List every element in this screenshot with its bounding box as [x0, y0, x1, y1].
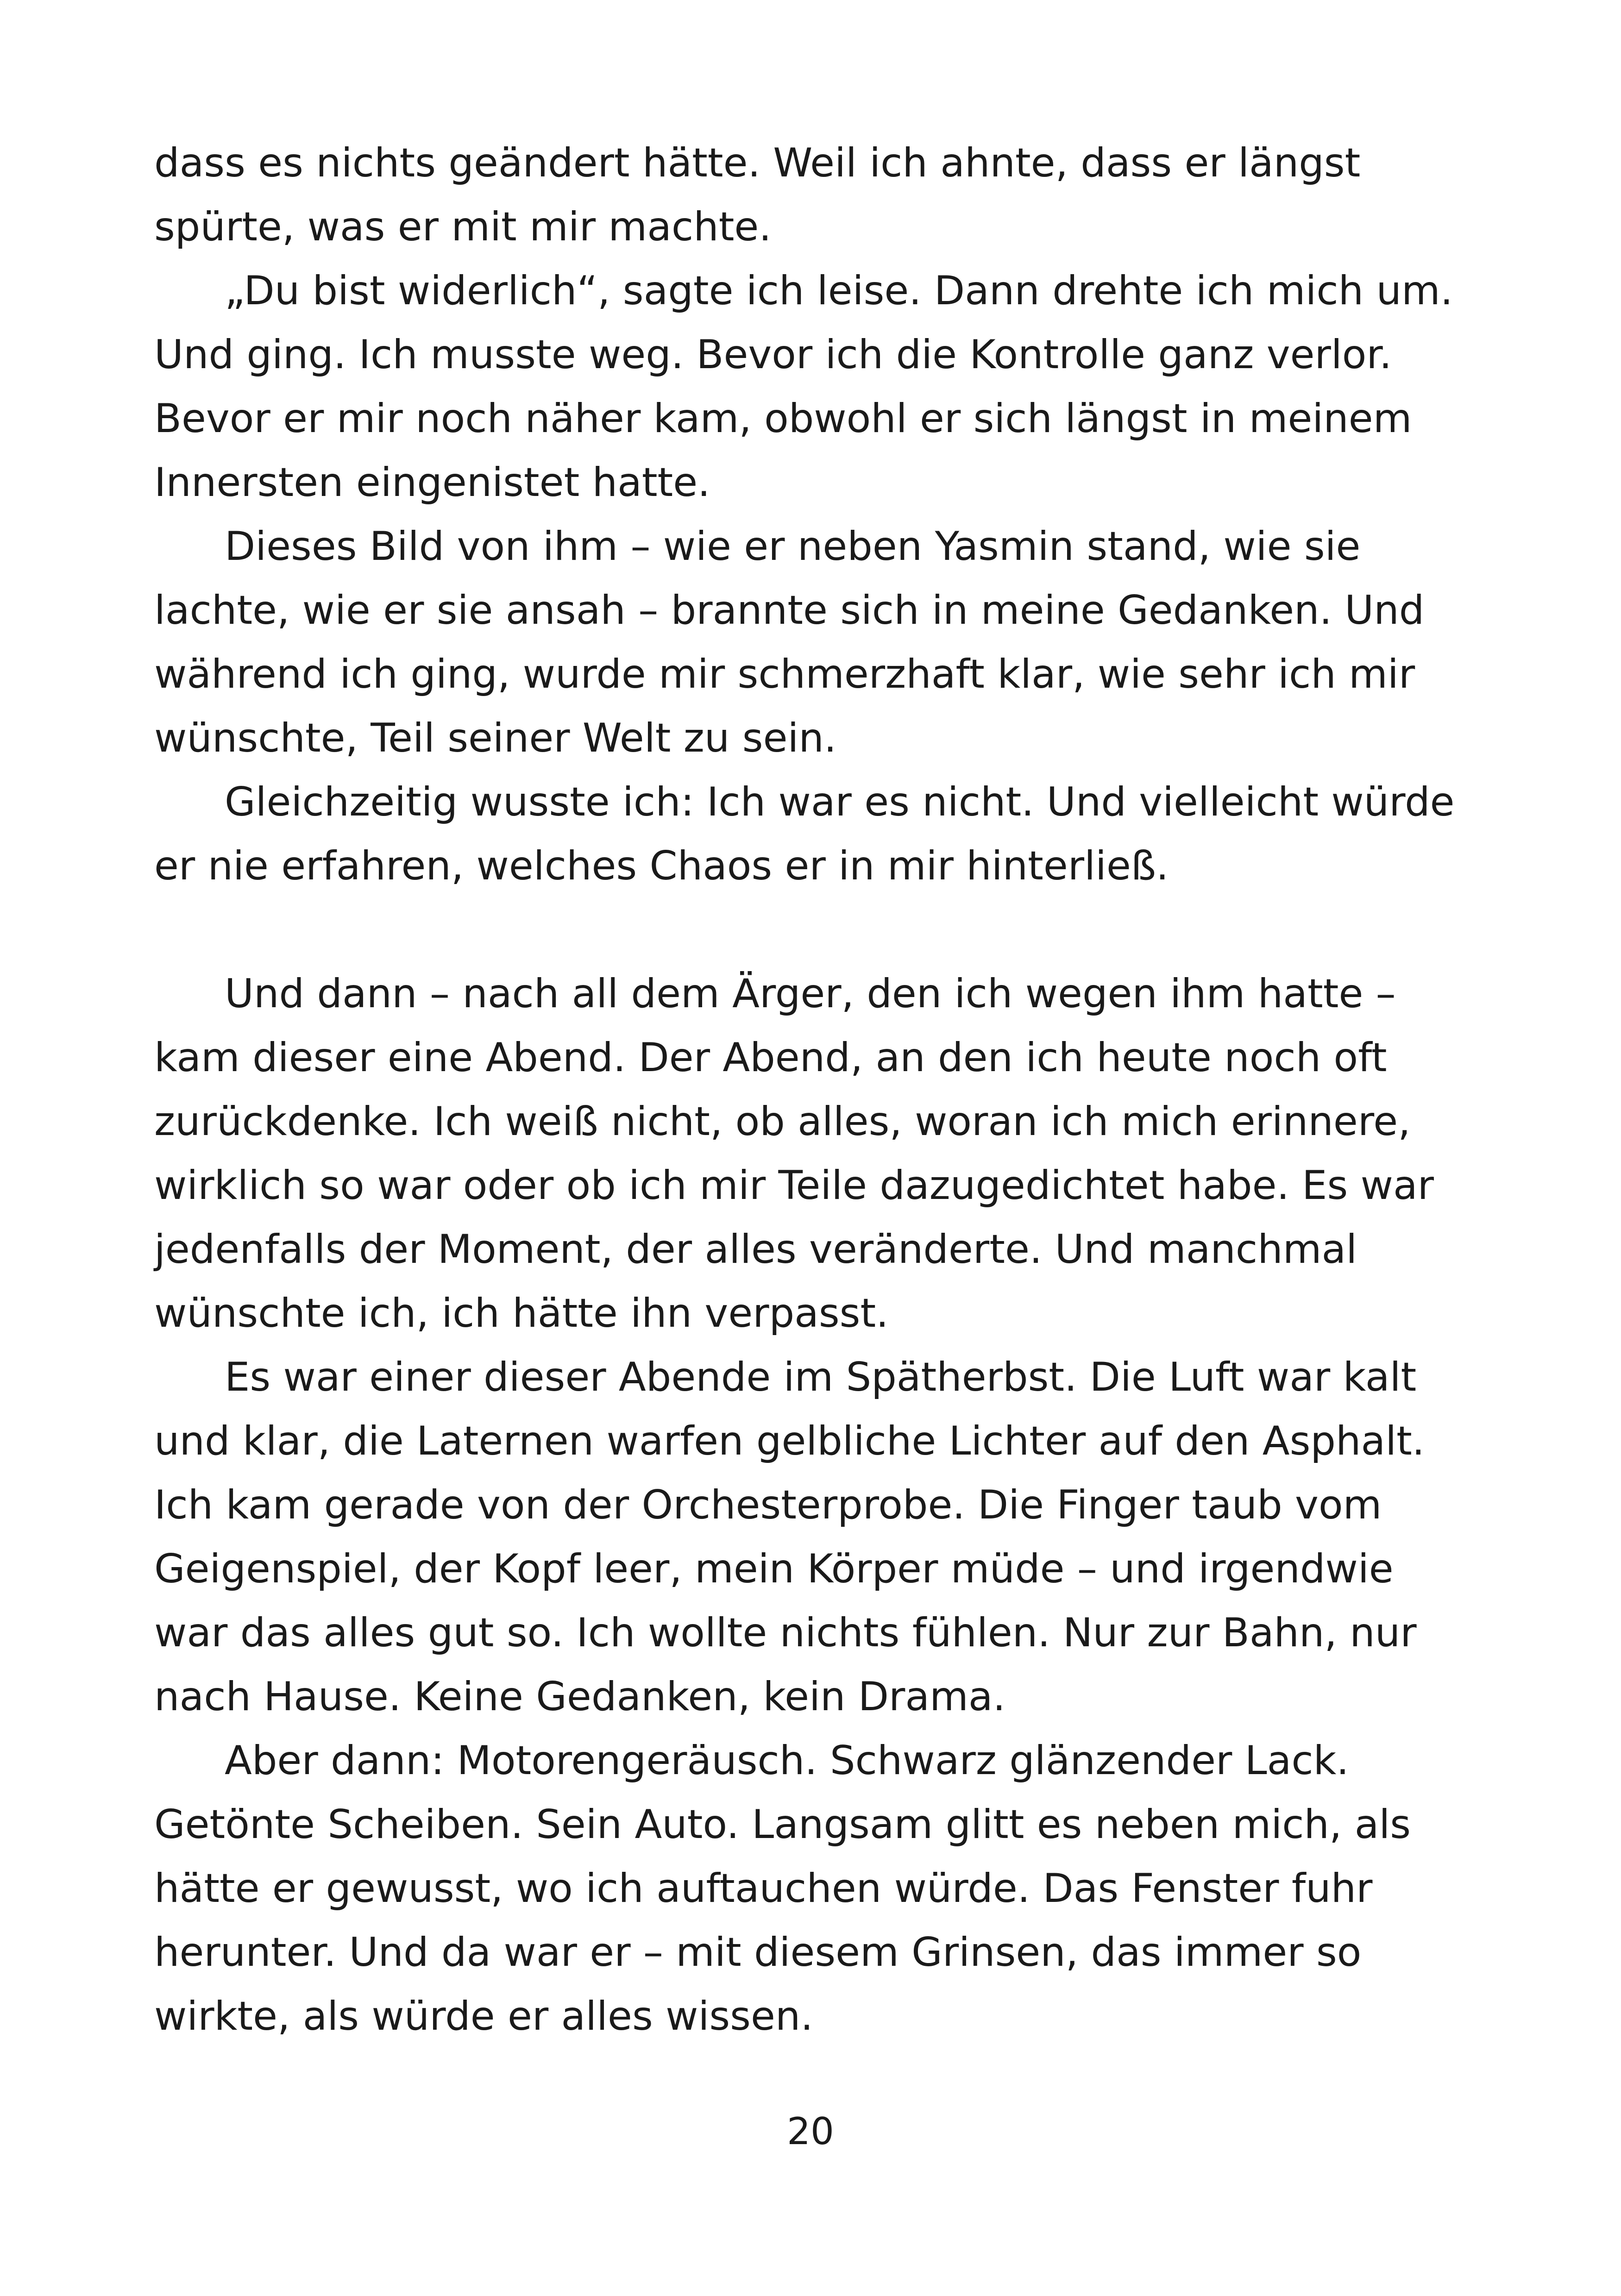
text-line: Es war einer dieser Abende im Spätherbst. Die Luft war kalt [225, 1354, 1417, 1400]
text-line: „Du bist widerlich“, sagte ich leise. Dann drehte ich mich um. [225, 268, 1453, 314]
text-line: nach Hause. Keine Gedanken, kein Drama. [154, 1674, 1005, 1720]
text-line: wünschte, Teil seiner Welt zu sein. [154, 715, 837, 761]
text-line: Aber dann: Motorengeräusch. Schwarz glänzender Lack. [225, 1738, 1349, 1784]
text-line: Und ging. Ich musste weg. Bevor ich die Kontrolle ganz verlor. [154, 332, 1392, 378]
text-line: Getönte Scheiben. Sein Auto. Langsam glitt es neben mich, als [154, 1801, 1411, 1848]
text-line: hätte er gewusst, wo ich auftauchen würde. Das Fenster fuhr [154, 1865, 1373, 1912]
text-line: war das alles gut so. Ich wollte nichts fühlen. Nur zur Bahn, nur [154, 1610, 1417, 1656]
text-line: wirklich so war oder ob ich mir Teile dazugedichtet habe. Es war [154, 1162, 1434, 1209]
text-line: Bevor er mir noch näher kam, obwohl er sich längst in meinem [154, 395, 1412, 442]
text-line: zurückdenke. Ich weiß nicht, ob alles, woran ich mich erinnere, [154, 1098, 1411, 1145]
page-number: 20 [787, 2110, 834, 2153]
text-line: jedenfalls der Moment, der alles veränderte. Und manchmal [154, 1226, 1357, 1273]
text-line: dass es nichts geändert hätte. Weil ich ahnte, dass er längst [154, 140, 1361, 186]
text-line: wünschte ich, ich hätte ihn verpasst. [154, 1290, 889, 1336]
text-line: spürte, was er mit mir machte. [154, 204, 772, 250]
text-line: Innersten eingenistet hatte. [154, 459, 710, 506]
text-line: Gleichzeitig wusste ich: Ich war es nicht. Und vielleicht würde [225, 779, 1455, 825]
text-line: und klar, die Laternen warfen gelbliche Lichter auf den Asphalt. [154, 1418, 1425, 1464]
text-line: Ich kam gerade von der Orchesterprobe. Die Finger taub vom [154, 1482, 1382, 1528]
text-line: lachte, wie er sie ansah – brannte sich in meine Gedanken. Und [154, 587, 1425, 634]
text-line: wirkte, als würde er alles wissen. [154, 1993, 813, 2039]
text-line: Geigenspiel, der Kopf leer, mein Körper müde – und irgendwie [154, 1546, 1394, 1592]
text-line: während ich ging, wurde mir schmerzhaft klar, wie sehr ich mir [154, 651, 1415, 697]
text-line: kam dieser eine Abend. Der Abend, an den ich heute noch oft [154, 1035, 1387, 1081]
text-line: herunter. Und da war er – mit diesem Grinsen, das immer so [154, 1929, 1362, 1976]
body-text [154, 131, 1479, 2048]
text-line: er nie erfahren, welches Chaos er in mir hinterließ. [154, 843, 1169, 889]
text-line: Dieses Bild von ihm – wie er neben Yasmin stand, wie sie [225, 523, 1361, 570]
section-break [154, 898, 1479, 962]
text-line: Und dann – nach all dem Ärger, den ich wegen ihm hatte – [225, 971, 1396, 1017]
